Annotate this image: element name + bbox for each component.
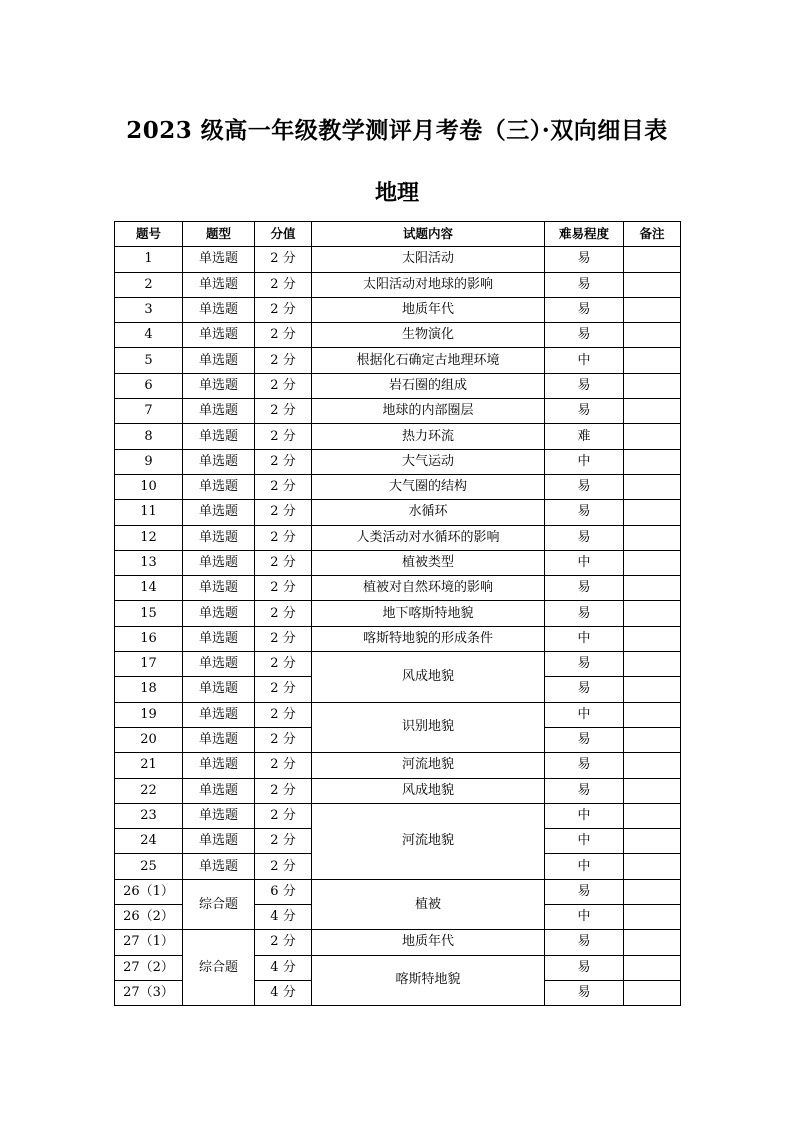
cell-note [624,879,681,904]
cell-difficulty: 易 [545,272,624,297]
cell-note [624,702,681,727]
cell-number: 7 [115,399,183,424]
cell-type: 单选题 [183,576,255,601]
cell-number: 6 [115,373,183,398]
cell-content: 大气运动 [312,449,545,474]
cell-note [624,905,681,930]
cell-type: 单选题 [183,677,255,702]
cell-note [624,399,681,424]
cell-score: 4 分 [255,905,312,930]
cell-note [624,272,681,297]
cell-difficulty: 中 [545,803,624,828]
cell-score: 2 分 [255,829,312,854]
cell-score: 2 分 [255,399,312,424]
cell-score: 2 分 [255,550,312,575]
cell-score: 2 分 [255,778,312,803]
cell-number: 10 [115,474,183,499]
cell-content: 风成地貌 [312,778,545,803]
cell-type: 综合题 [183,879,255,930]
cell-type: 单选题 [183,373,255,398]
cell-number: 18 [115,677,183,702]
table-row [115,652,681,677]
cell-note [624,626,681,651]
cell-number: 27（1） [115,930,183,955]
cell-difficulty: 易 [545,879,624,904]
cell-type: 单选题 [183,500,255,525]
cell-difficulty: 易 [545,525,624,550]
cell-difficulty: 中 [545,449,624,474]
cell-score: 2 分 [255,348,312,373]
subject-title: 地理 [374,180,419,206]
cell-score: 2 分 [255,424,312,449]
cell-number: 4 [115,323,183,348]
cell-content: 岩石圈的组成 [312,373,545,398]
table-row [115,474,681,499]
table-row [115,297,681,322]
cell-number: 19 [115,702,183,727]
cell-number: 27（3） [115,980,183,1005]
cell-difficulty: 中 [545,702,624,727]
table-row [115,601,681,626]
cell-content: 地下喀斯特地貌 [312,601,545,626]
table-row [115,778,681,803]
table-row [115,753,681,778]
cell-difficulty: 易 [545,677,624,702]
cell-number: 12 [115,525,183,550]
cell-content: 地球的内部圈层 [312,399,545,424]
table-row [115,323,681,348]
cell-content: 风成地貌 [312,652,545,703]
cell-type: 综合题 [183,930,255,1006]
cell-number: 25 [115,854,183,879]
cell-score: 2 分 [255,803,312,828]
page-title: 2023 级高一年级教学测评月考卷（三）·双向细目表 [126,117,668,144]
cell-type: 单选题 [183,778,255,803]
cell-number: 2 [115,272,183,297]
header-number: 题号 [115,222,183,247]
table-row [115,500,681,525]
cell-number: 1 [115,247,183,272]
cell-score: 2 分 [255,323,312,348]
cell-note [624,525,681,550]
cell-number: 21 [115,753,183,778]
cell-score: 4 分 [255,955,312,980]
cell-type: 单选题 [183,702,255,727]
cell-number: 20 [115,727,183,752]
cell-note [624,727,681,752]
cell-note [624,297,681,322]
cell-difficulty: 易 [545,955,624,980]
cell-number: 17 [115,652,183,677]
cell-type: 单选题 [183,829,255,854]
cell-difficulty: 中 [545,905,624,930]
cell-note [624,601,681,626]
table-row [115,930,681,955]
cell-score: 2 分 [255,727,312,752]
cell-note [624,854,681,879]
cell-content: 喀斯特地貌 [312,955,545,1006]
cell-score: 2 分 [255,373,312,398]
cell-type: 单选题 [183,525,255,550]
cell-number: 26（1） [115,879,183,904]
cell-note [624,930,681,955]
cell-note [624,373,681,398]
cell-content: 根据化石确定古地理环境 [312,348,545,373]
header-difficulty: 难易程度 [545,222,624,247]
cell-content: 热力环流 [312,424,545,449]
cell-number: 24 [115,829,183,854]
cell-difficulty: 易 [545,323,624,348]
cell-content: 植被 [312,879,545,930]
cell-number: 13 [115,550,183,575]
cell-difficulty: 易 [545,247,624,272]
cell-number: 26（2） [115,905,183,930]
table-row [115,525,681,550]
cell-content: 地质年代 [312,930,545,955]
cell-note [624,955,681,980]
cell-type: 单选题 [183,474,255,499]
cell-type: 单选题 [183,550,255,575]
cell-type: 单选题 [183,297,255,322]
cell-note [624,753,681,778]
cell-content: 识别地貌 [312,702,545,753]
cell-type: 单选题 [183,348,255,373]
cell-difficulty: 中 [545,626,624,651]
cell-number: 27（2） [115,955,183,980]
cell-number: 14 [115,576,183,601]
cell-content: 水循环 [312,500,545,525]
table-row [115,550,681,575]
cell-note [624,652,681,677]
table-row [115,424,681,449]
cell-difficulty: 易 [545,778,624,803]
cell-content: 生物演化 [312,323,545,348]
cell-content: 地质年代 [312,297,545,322]
cell-type: 单选题 [183,626,255,651]
cell-score: 2 分 [255,525,312,550]
cell-difficulty: 易 [545,601,624,626]
cell-difficulty: 易 [545,399,624,424]
cell-type: 单选题 [183,247,255,272]
cell-difficulty: 易 [545,474,624,499]
cell-type: 单选题 [183,323,255,348]
cell-note [624,424,681,449]
cell-content: 人类活动对水循环的影响 [312,525,545,550]
cell-type: 单选题 [183,753,255,778]
cell-number: 15 [115,601,183,626]
cell-difficulty: 中 [545,854,624,879]
cell-score: 2 分 [255,702,312,727]
cell-score: 2 分 [255,930,312,955]
cell-difficulty: 中 [545,829,624,854]
cell-number: 3 [115,297,183,322]
cell-content: 植被对自然环境的影响 [312,576,545,601]
cell-content: 喀斯特地貌的形成条件 [312,626,545,651]
cell-score: 2 分 [255,601,312,626]
cell-content: 河流地貌 [312,803,545,879]
cell-note [624,474,681,499]
cell-note [624,247,681,272]
cell-note [624,550,681,575]
cell-score: 2 分 [255,474,312,499]
cell-note [624,778,681,803]
cell-difficulty: 易 [545,373,624,398]
cell-note [624,500,681,525]
cell-number: 16 [115,626,183,651]
cell-score: 6 分 [255,879,312,904]
cell-difficulty: 易 [545,930,624,955]
cell-difficulty: 易 [545,980,624,1005]
cell-score: 2 分 [255,272,312,297]
cell-type: 单选题 [183,803,255,828]
cell-difficulty: 易 [545,652,624,677]
cell-difficulty: 易 [545,727,624,752]
cell-score: 2 分 [255,652,312,677]
cell-note [624,829,681,854]
cell-score: 2 分 [255,297,312,322]
cell-note [624,348,681,373]
cell-score: 2 分 [255,247,312,272]
cell-number: 11 [115,500,183,525]
cell-number: 9 [115,449,183,474]
cell-difficulty: 中 [545,550,624,575]
cell-note [624,576,681,601]
cell-number: 23 [115,803,183,828]
cell-number: 8 [115,424,183,449]
table-row [115,576,681,601]
cell-difficulty: 易 [545,297,624,322]
cell-content: 河流地貌 [312,753,545,778]
cell-content: 太阳活动 [312,247,545,272]
cell-difficulty: 中 [545,348,624,373]
cell-content: 植被类型 [312,550,545,575]
table-row [115,803,681,828]
cell-type: 单选题 [183,601,255,626]
cell-type: 单选题 [183,399,255,424]
cell-score: 2 分 [255,677,312,702]
header-score: 分值 [255,222,312,247]
cell-content: 太阳活动对地球的影响 [312,272,545,297]
table-row [115,449,681,474]
cell-type: 单选题 [183,652,255,677]
cell-difficulty: 难 [545,424,624,449]
header-type: 题型 [183,222,255,247]
cell-type: 单选题 [183,424,255,449]
table-row [115,702,681,727]
cell-note [624,449,681,474]
table-row [115,272,681,297]
cell-note [624,980,681,1005]
table-row [115,626,681,651]
table-row [115,373,681,398]
cell-score: 4 分 [255,980,312,1005]
cell-score: 2 分 [255,576,312,601]
cell-score: 2 分 [255,449,312,474]
cell-note [624,803,681,828]
header-note: 备注 [624,222,681,247]
cell-type: 单选题 [183,272,255,297]
table-header-row [115,222,681,247]
cell-score: 2 分 [255,753,312,778]
cell-score: 2 分 [255,626,312,651]
cell-type: 单选题 [183,727,255,752]
table-row [115,399,681,424]
cell-type: 单选题 [183,449,255,474]
cell-note [624,323,681,348]
cell-type: 单选题 [183,854,255,879]
cell-difficulty: 易 [545,576,624,601]
cell-difficulty: 易 [545,753,624,778]
table-row [115,348,681,373]
cell-note [624,677,681,702]
table-row [115,247,681,272]
cell-number: 5 [115,348,183,373]
cell-content: 大气圈的结构 [312,474,545,499]
cell-score: 2 分 [255,500,312,525]
cell-score: 2 分 [255,854,312,879]
header-content: 试题内容 [312,222,545,247]
cell-difficulty: 易 [545,500,624,525]
table-row [115,879,681,904]
cell-number: 22 [115,778,183,803]
spec-table [114,221,681,1006]
